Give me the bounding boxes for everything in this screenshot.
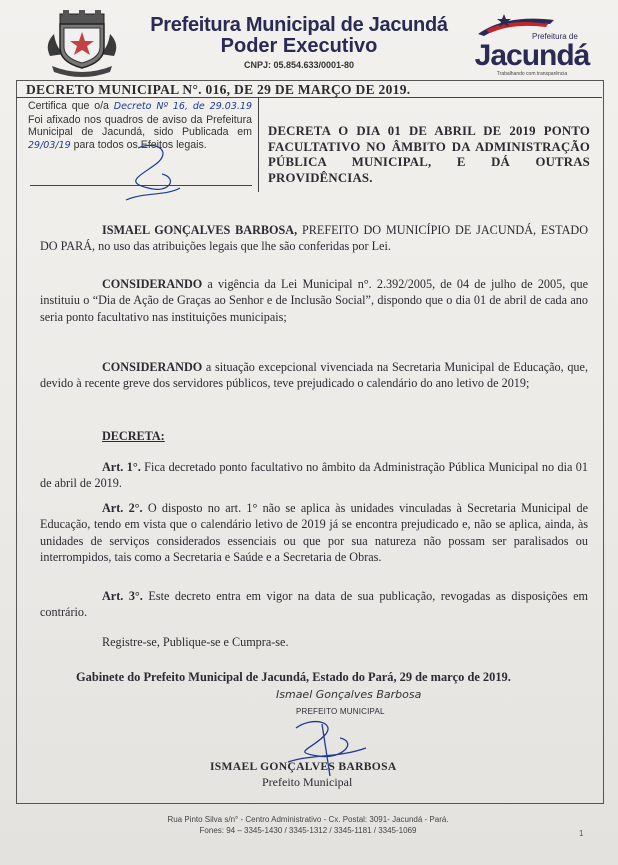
header-cnpj: CNPJ: 05.854.633/0001-80 [243, 60, 355, 70]
article-2-text: O disposto no art. 1° não se aplica às unidades vinculadas à Secretaria Municipal de Educação, tendo em vista que o calendário letivo de 2019 já se encontra prejudicado e, não se aplica, ainda, às unidades de serviços considerados essenciais ou que por sua natureza não possam ser paralisados ou interrompidos, tais como a Secretaria e Saúde e a Secretaria de Obras. [40, 501, 588, 565]
brand-logo [462, 12, 602, 77]
considerando-2-text: a situação excepcional vivenciada na Secretaria Municipal de Educação, que, devido à recente greve dos servidores públicos, teve prejudicado o calendário do ano letivo de 2019; [40, 360, 588, 391]
signature-handwritten: Ismael Gonçalves Barbosa [276, 688, 422, 701]
coat-of-arms-icon [42, 8, 122, 78]
considerando-2-paragraph [40, 359, 588, 392]
decreta-heading: DECRETA: [102, 429, 165, 443]
closing-paragraph: Gabinete do Prefeito Municipal de Jacundá, Estado do Pará, 29 de março de 2019. [76, 670, 511, 684]
certificate-signature-scribble [118, 138, 188, 218]
certificate-text-3: para todos os Efeitos legais. [70, 138, 207, 151]
header-title-line2: Poder Executivo [220, 35, 378, 57]
article-3-label: Art. 3°. [102, 589, 143, 603]
considerando-1-paragraph [40, 276, 588, 325]
signature-caption: PREFEITO MUNICIPAL [296, 707, 385, 716]
signatory-role: Prefeito Municipal [262, 775, 353, 789]
footer-address: Rua Pinto Silva s/n° - Centro Administrativo - Cx. Postal: 3091- Jacundá - Pará. [167, 815, 449, 824]
certificate-handwritten-date: 29/03/19 [28, 139, 71, 151]
decree-ementa: DECRETA O DIA 01 DE ABRIL DE 2019 PONTO FACULTATIVO NO ÂMBITO DA ADMINISTRAÇÃO PÚBLICA MUNICIPAL, E DÁ OUTRAS PROVIDÊNCIAS. [268, 124, 590, 185]
brand-top-text: Prefeitura de [532, 32, 578, 41]
article-3-text: Este decreto entra em vigor na data de sua publicação, revogadas as disposições em contrário. [40, 589, 588, 620]
brand-name: Jacundá [474, 39, 590, 72]
article-1-text: Fica decretado ponto facultativo no âmbito da Administração Pública Municipal no dia 01 de abril de 2019. [40, 460, 588, 491]
page-footer [118, 814, 498, 836]
signatory-name: ISMAEL GONÇALVES BARBOSA [210, 760, 397, 773]
registre-publique: Registre-se, Publique-se e Cumpra-se. [102, 635, 289, 649]
page-number: 1 [579, 829, 584, 838]
article-2 [40, 500, 588, 566]
brand-tagline: Trabalhando com transparência [496, 71, 568, 77]
article-1 [40, 459, 588, 492]
article-1-label: Art. 1°. [102, 460, 141, 474]
article-3 [40, 588, 588, 621]
header-title-line1: Prefeitura Municipal de Jacundá [150, 14, 448, 36]
header-title [138, 15, 460, 70]
decree-number: DECRETO MUNICIPAL N°. 016, DE 29 DE MARÇO DE 2019. [26, 82, 411, 97]
preamble-paragraph [40, 222, 588, 255]
column-divider [258, 98, 259, 192]
certificate-text-1: Certifica que o/a [28, 100, 114, 112]
certificate-handwritten-doc: Decreto Nº 16, de 29.03.19 [113, 101, 252, 112]
article-2-label: Art. 2°. [102, 501, 143, 515]
considerando-1-label: CONSIDERANDO [102, 277, 203, 291]
preamble-name: ISMAEL GONÇALVES BARBOSA, [102, 223, 298, 237]
preamble-text: PREFEITO DO MUNICÍPIO DE JACUNDÁ, ESTADO DO PARÁ, no uso das atribuições legais que lhe são conferidas por Lei. [40, 223, 588, 254]
considerando-2-label: CONSIDERANDO [102, 360, 203, 374]
certificate-text-2: Foi afixado nos quadros de aviso da Prefeitura Municipal de Jacundá, sido Publicada em [28, 113, 252, 139]
footer-phones: Fones: 94 – 3345-1430 / 3345-1312 / 3345-1181 / 3345-1069 [199, 826, 417, 835]
considerando-1-text: a vigência da Lei Municipal n°. 2.392/2005, de 04 de julho de 2005, que instituiu o “Dia de Ação de Graças ao Senhor e de Inclusão Social”, dispondo que o dia 01 de abril de cada ano seria ponto facultativo nas instituições municipais; [40, 277, 588, 324]
